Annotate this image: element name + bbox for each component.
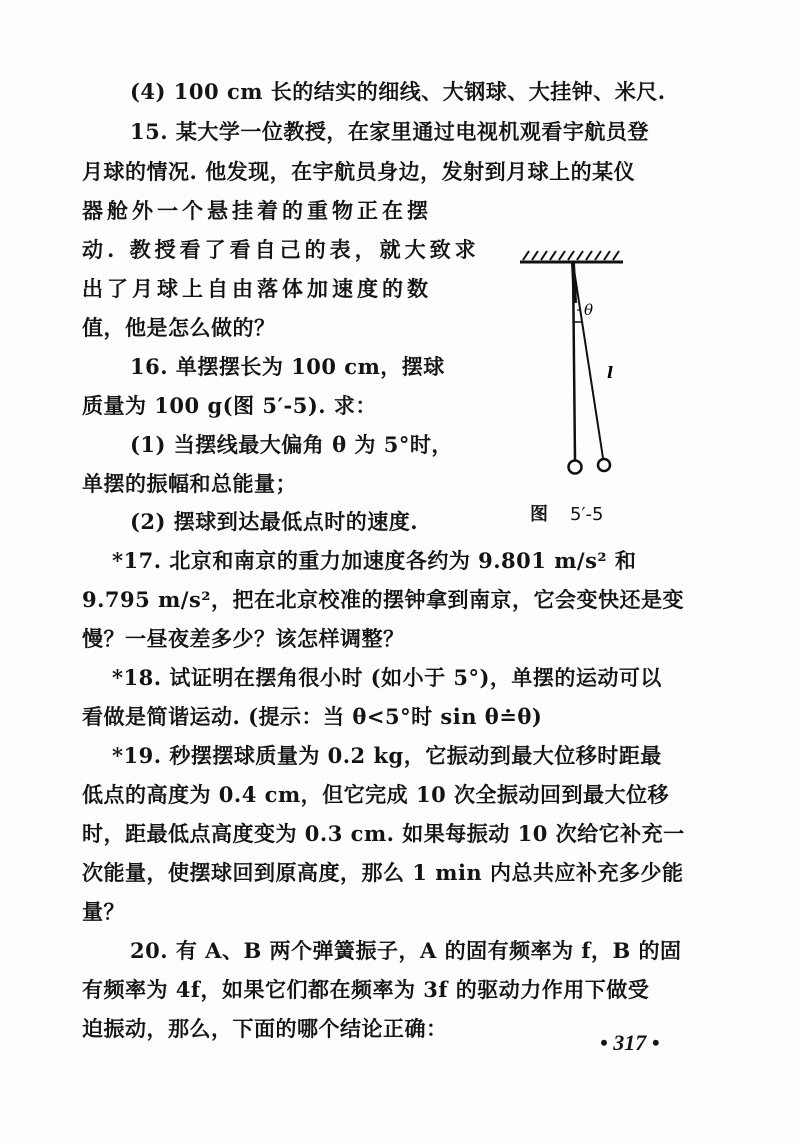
problem-15-line-6: 值，他是怎么做的？ — [82, 315, 276, 340]
problem-20-line-2: 有频率为 4f，如果它们都在频率为 3f 的驱动力作用下做受 — [82, 977, 650, 1002]
pendulum-diagram-icon — [515, 248, 630, 498]
pendulum-figure — [515, 248, 630, 528]
svg-text:θ: θ — [584, 301, 594, 319]
svg-text:l: l — [607, 363, 614, 382]
figure-caption-number: 5′-5 — [570, 504, 604, 525]
problem-20-line-3: 迫振动，那么，下面的哪个结论正确： — [82, 1016, 448, 1041]
problem-17-line-2: 9.795 m/s²，把在北京校准的摆钟拿到南京，它会变快还是变 — [82, 587, 684, 612]
problem-16-part-2: (2) 摆球到达最低点时的速度. — [130, 509, 419, 534]
problem-19-line-1: *19. 秒摆摆球质量为 0.2 kg，它振动到最大位移时距最 — [112, 743, 662, 768]
problem-18-line-1: *18. 试证明在摆角很小时 (如小于 5°)，单摆的运动可以 — [112, 665, 662, 690]
problem-19-line-5: 量？ — [82, 899, 125, 924]
problem-16-part-1-cont: 单摆的振幅和总能量； — [82, 471, 297, 496]
problem-20-line-1: 20. 有 A、B 两个弹簧振子，A 的固有频率为 f，B 的固 — [130, 938, 682, 963]
page-number: • 317 • — [600, 1030, 660, 1055]
figure-caption — [530, 500, 604, 526]
figure-caption-label: 图 — [530, 504, 548, 525]
problem-19-line-2: 低点的高度为 0.4 cm，但它完成 10 次全振动回到最大位移 — [82, 782, 670, 807]
answer-option-4: (4) 100 cm 长的结实的细线、大钢球、大挂钟、米尺. — [130, 79, 666, 104]
problem-18-line-2: 看做是简谐运动. (提示：当 θ<5°时 sin θ≐θ) — [82, 704, 543, 729]
problem-16-line-2: 质量为 100 g(图 5′-5). 求： — [82, 393, 377, 418]
problem-15-line-1: 15. 某大学一位教授，在家里通过电视机观看宇航员登 — [130, 119, 649, 144]
problem-15-line-3: 器舱外一个悬挂着的重物正在摆 — [82, 198, 432, 223]
problem-16-part-1: (1) 当摆线最大偏角 θ 为 5°时， — [130, 432, 453, 457]
problem-19-line-3: 时，距最低点高度变为 0.3 cm. 如果每振动 10 次给它补充一 — [82, 821, 685, 846]
problem-15-line-2: 月球的情况. 他发现，在宇航员身边，发射到月球上的某仪 — [82, 159, 636, 184]
problem-17-line-1: *17. 北京和南京的重力加速度各约为 9.801 m/s² 和 — [112, 548, 637, 573]
problem-17-line-3: 慢？一昼夜差多少？该怎样调整？ — [82, 626, 405, 651]
problem-15-line-5: 出了月球上自由落体加速度的数 — [82, 276, 432, 301]
problem-19-line-4: 次能量，使摆球回到原高度，那么 1 min 内总共应补充多少能 — [82, 860, 684, 885]
problem-15-line-4: 动. 教授看了看自己的表，就大致求 — [82, 237, 480, 262]
problem-16-line-1: 16. 单摆摆长为 100 cm，摆球 — [130, 354, 445, 379]
